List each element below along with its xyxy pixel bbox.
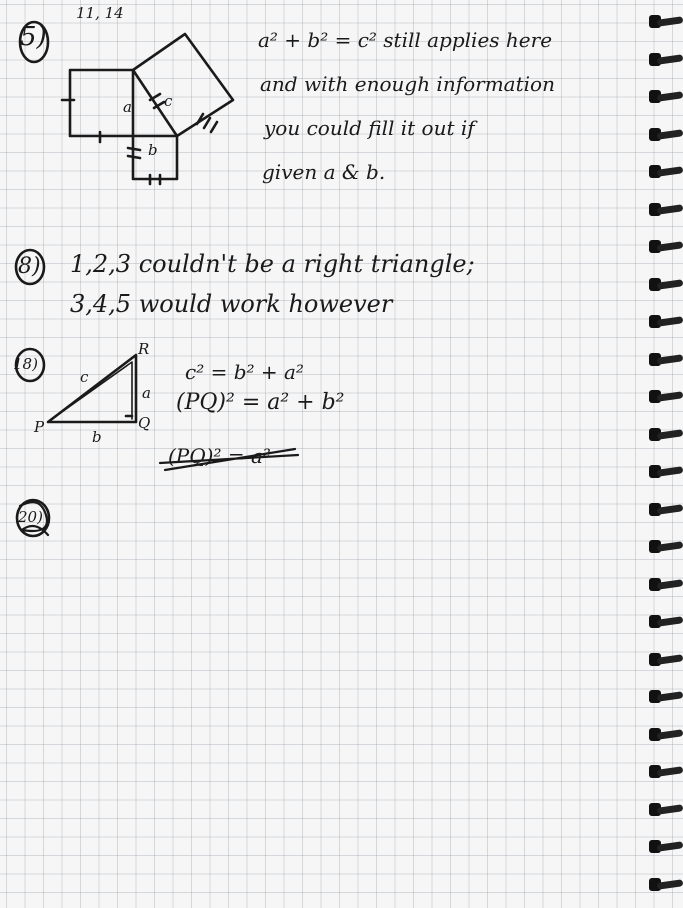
problem-5-header-note: 11, 14 (76, 4, 124, 22)
problem-8-line-1: 1,2,3 couldn't be a right triangle; (70, 250, 475, 278)
problem-18-eq-3-struck: (PQ)² = a² (168, 444, 271, 468)
label-c-18: c (80, 368, 89, 386)
label-Q: Q (138, 414, 151, 432)
problem-5-line-3: you could fill it out if (264, 116, 475, 140)
pythagorean-squares-diagram (62, 34, 233, 184)
label-b-18: b (92, 428, 102, 446)
problem-5-line-2: and with enough information (260, 72, 555, 96)
problem-18-number: 18) (13, 355, 38, 373)
problem-8-number: 8) (18, 254, 41, 279)
square-on-c (133, 34, 233, 136)
label-a-18: a (142, 384, 151, 402)
problem-18-eq-1: c² = b² + a² (185, 360, 304, 384)
label-R: R (138, 340, 150, 358)
problem-5-number: 5) (20, 22, 47, 52)
problem-5-line-1: a² + b² = c² still applies here (258, 28, 553, 52)
problem-20-number: 20) (18, 508, 43, 526)
right-triangle-pqr (48, 355, 136, 422)
problem-18-eq-2: (PQ)² = a² + b² (176, 390, 345, 415)
problem-8-line-2: 3,4,5 would work however (70, 290, 393, 318)
label-c: c (164, 92, 173, 110)
label-b: b (148, 141, 158, 159)
problem-5-line-4: given a & b. (262, 160, 386, 184)
label-P: P (34, 418, 45, 436)
label-a: a (123, 98, 132, 116)
